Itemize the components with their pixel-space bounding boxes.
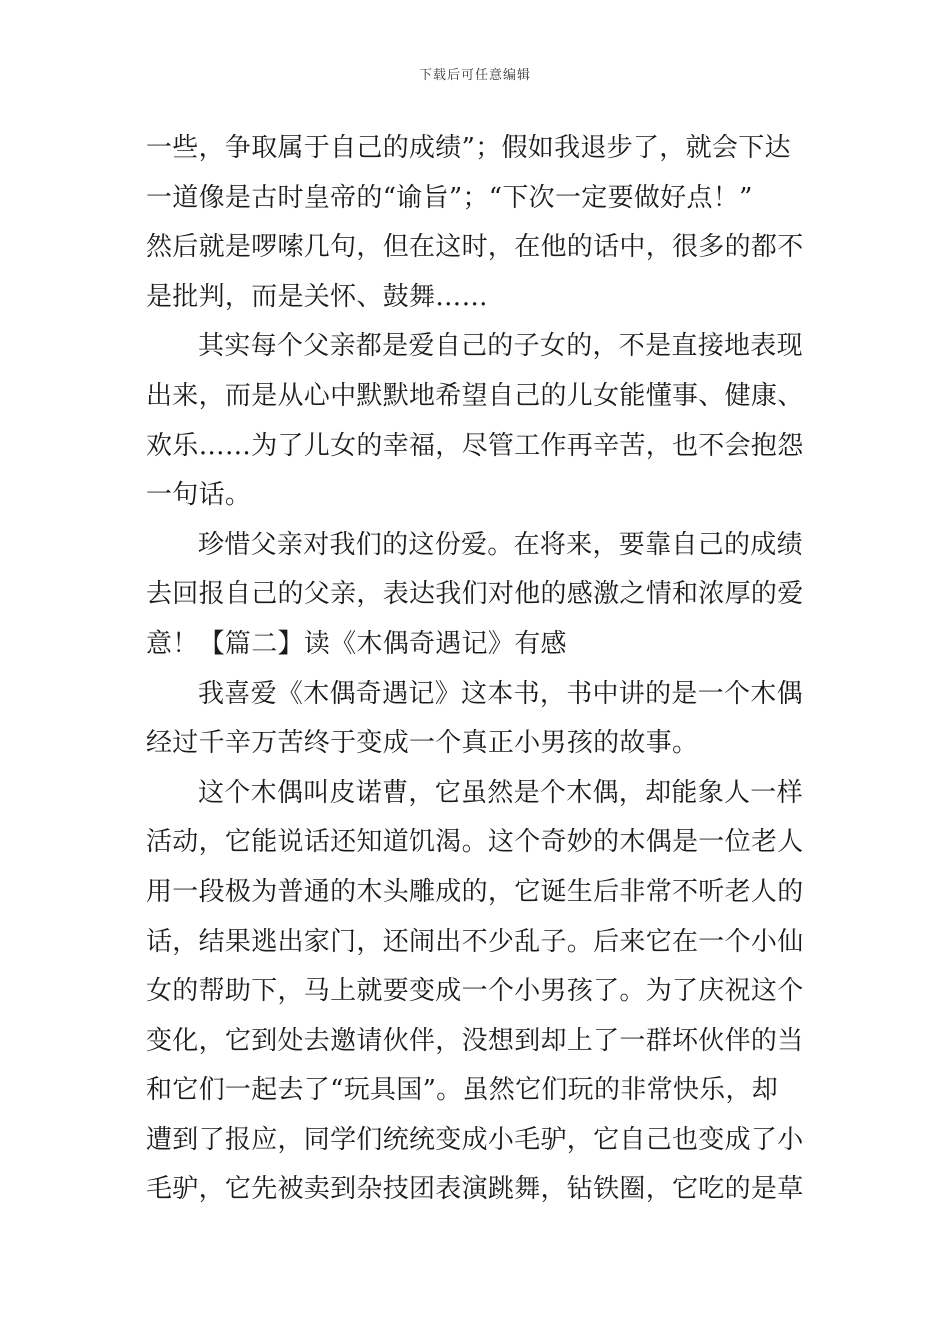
text-line: 变化，它到处去邀请伙伴，没想到却上了一群坏伙伴的当 xyxy=(146,1025,804,1056)
text-line: 这个木偶叫皮诺曹，它虽然是个木偶，却能象人一样 xyxy=(198,777,803,808)
text-line: 欢乐……为了儿女的幸福，尽管工作再辛苦，也不会抱怨 xyxy=(146,430,804,461)
text-line: 话，结果逃出家门，还闹出不少乱子。后来它在一个小仙 xyxy=(146,926,804,957)
text-line: 意！【篇二】读《木偶奇遇记》有感 xyxy=(146,628,567,659)
text-line: 珍惜父亲对我们的这份爱。在将来，要靠自己的成绩 xyxy=(198,529,803,560)
text-line: 一句话。 xyxy=(146,480,252,511)
text-line: 去回报自己的父亲，表达我们对他的感激之情和浓厚的爱 xyxy=(146,579,804,610)
page-header: 下载后可任意编辑 xyxy=(418,68,531,83)
text-line: 我喜爱《木偶奇遇记》这本书，书中讲的是一个木偶 xyxy=(198,678,803,709)
text-line: 经过千辛万苦终于变成一个真正小男孩的故事。 xyxy=(146,728,699,759)
text-line: 然后就是啰嗦几句，但在这时，在他的话中，很多的都不 xyxy=(146,232,804,263)
text-line: 女的帮助下，马上就要变成一个小男孩了。为了庆祝这个 xyxy=(146,976,804,1007)
text-line: 一道像是古时皇帝的“谕旨”；“下次一定要做好点！” xyxy=(146,182,753,213)
text-line: 和它们一起去了“玩具国”。虽然它们玩的非常快乐，却 xyxy=(146,1075,779,1106)
text-line: 毛驴，它先被卖到杂技团表演跳舞，钻铁圈，它吃的是草 xyxy=(146,1174,804,1205)
text-line: 是批判，而是关怀、鼓舞…… xyxy=(146,281,488,312)
text-line: 遭到了报应，同学们统统变成小毛驴，它自己也变成了小 xyxy=(146,1124,804,1155)
text-line: 出来，而是从心中默默地希望自己的儿女能懂事、健康、 xyxy=(146,380,804,411)
text-line: 用一段极为普通的木头雕成的，它诞生后非常不听老人的 xyxy=(146,876,804,907)
text-line: 活动，它能说话还知道饥渴。这个奇妙的木偶是一位老人 xyxy=(146,827,804,858)
text-line: 其实每个父亲都是爱自己的子女的，不是直接地表现 xyxy=(198,331,803,362)
text-line: 一些，争取属于自己的成绩”；假如我退步了，就会下达 xyxy=(146,133,791,163)
document-body xyxy=(146,124,810,1215)
